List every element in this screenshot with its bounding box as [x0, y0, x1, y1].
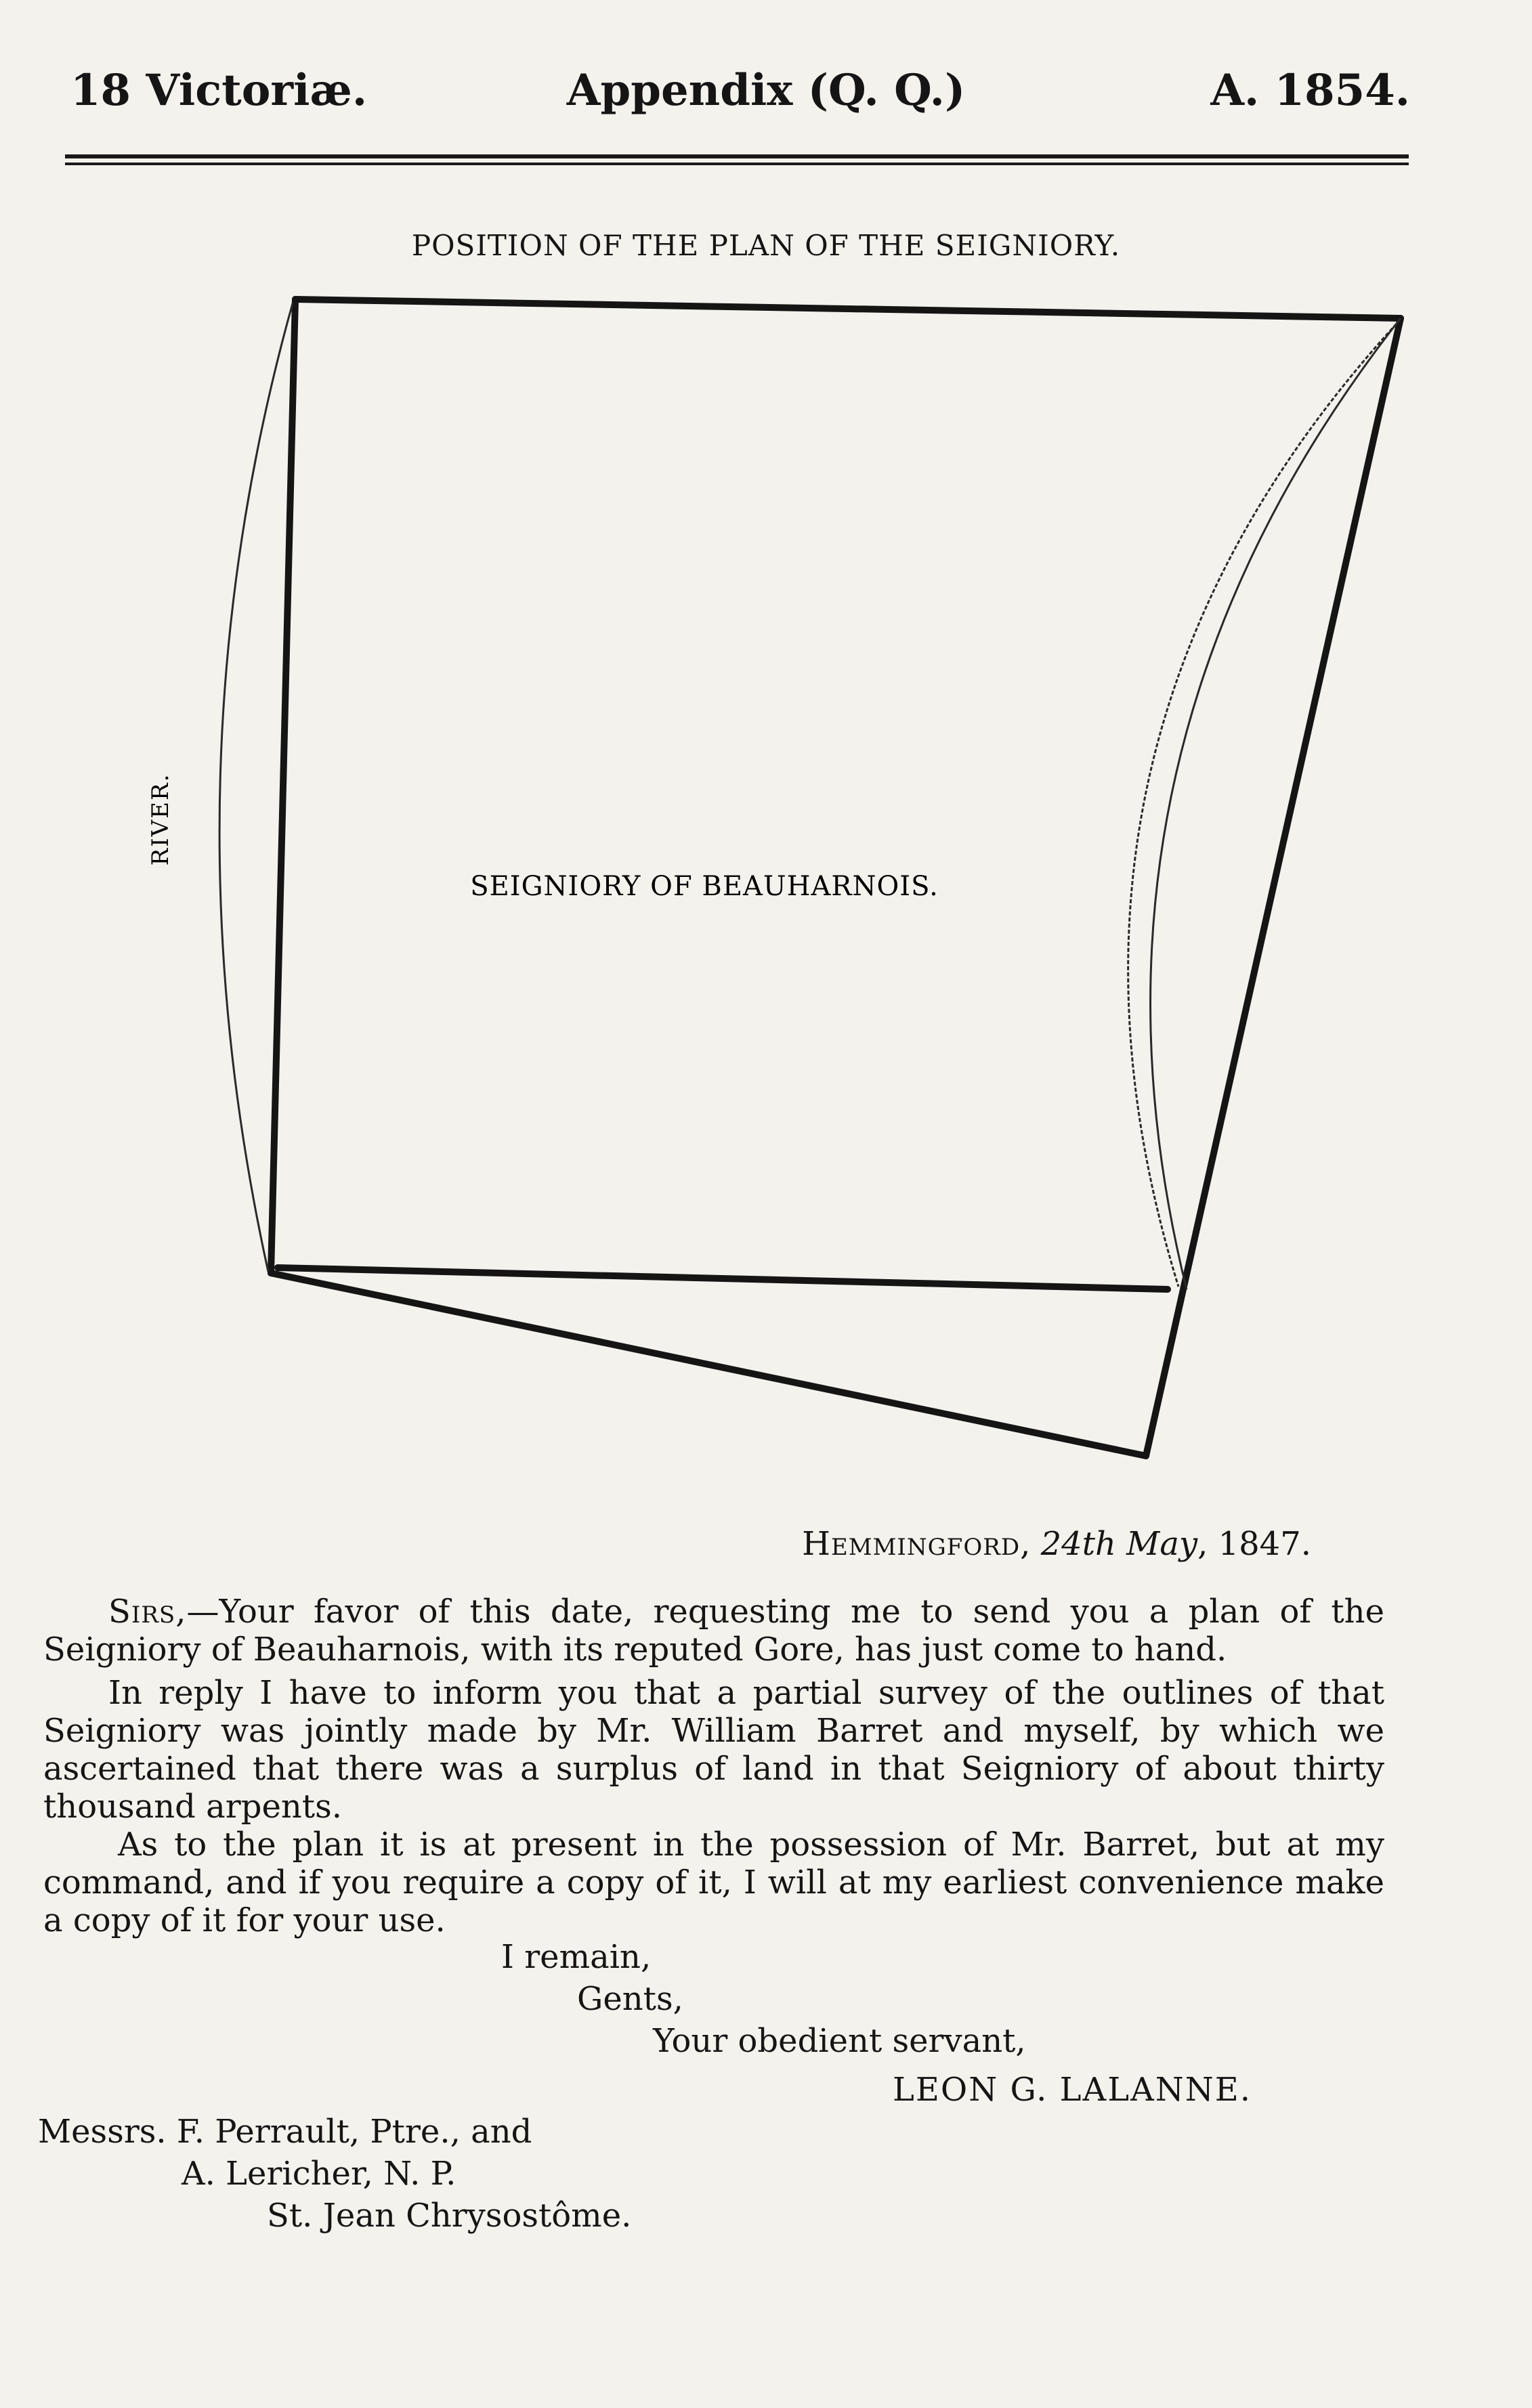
signature: LEON G. LALANNE.	[893, 2071, 1252, 2109]
south-boundary-line	[278, 1268, 1168, 1289]
header-volume: 18 Victoriæ.	[70, 65, 368, 116]
closing-servant: Your obedient servant,	[653, 2022, 1026, 2060]
seigniory-label: SEIGNIORY OF BEAUHARNOIS.	[470, 871, 939, 902]
dateline-place: Hemmingford	[802, 1525, 1021, 1563]
dateline	[802, 1525, 1311, 1563]
paragraph-1-text: —Your favor of this date, requesting me to send you a plan of the Seigniory of Beauharnois, with its reputed Gore, has just come to hand.	[43, 1593, 1384, 1669]
letter-paragraph-2	[43, 1674, 1384, 1826]
river-curves	[219, 303, 1401, 1289]
paragraph-2-text: In reply I have to inform you that a partial survey of the outlines of that Seigniory was jointly made by Mr. William Barret and myself, by which we ascertained that there was a surplus of land in that Seigniory of about thirty thousand arpents.	[43, 1674, 1384, 1826]
header-year: A. 1854.	[1210, 65, 1410, 116]
dateline-sep: ,	[1020, 1525, 1041, 1563]
river-label: RIVER.	[147, 773, 174, 866]
addressee-line-3: St. Jean Chrysostôme.	[267, 2197, 632, 2235]
header-appendix: Appendix (Q. Q.)	[566, 65, 966, 116]
gore-south-line	[271, 1273, 1146, 1456]
letter-paragraph-3	[43, 1826, 1384, 1939]
river-curve-east-inner	[1151, 318, 1401, 1289]
dateline-month: May	[1126, 1525, 1198, 1563]
addressee-line-2: A. Lericher, N. P.	[182, 2155, 456, 2193]
north-boundary-line	[295, 299, 1401, 318]
paragraph-3-text: As to the plan it is at present in the possession of Mr. Barret, but at my command, and if you require a copy of it, I will at my earliest convenience make a copy of it for your use.	[43, 1826, 1384, 1939]
dateline-day: 24th	[1040, 1525, 1116, 1563]
addressee-line-1: Messrs. F. Perrault, Ptre., and	[38, 2113, 532, 2151]
plan-title: POSITION OF THE PLAN OF THE SEIGNIORY.	[411, 229, 1121, 262]
salutation: Sirs,	[108, 1593, 187, 1631]
dateline-year: , 1847.	[1197, 1525, 1311, 1563]
letter-paragraph-1	[43, 1593, 1384, 1669]
east-boundary-line	[1146, 318, 1401, 1456]
closing-gents: Gents,	[577, 1980, 683, 2018]
west-boundary-line	[271, 299, 295, 1273]
closing-remain: I remain,	[501, 1938, 652, 1976]
